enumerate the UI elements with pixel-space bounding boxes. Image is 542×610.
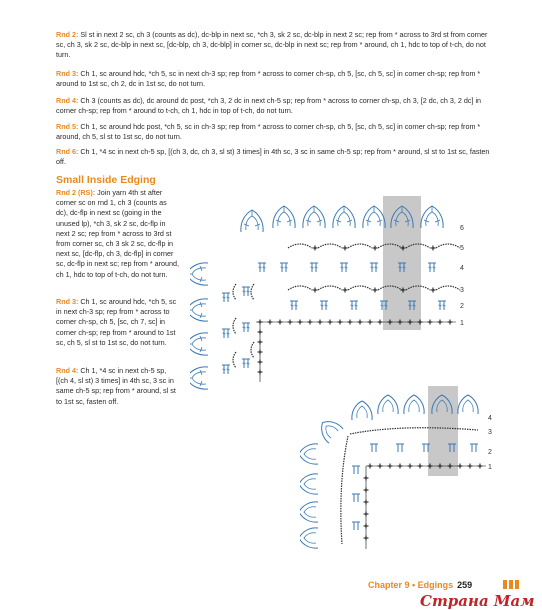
round-text: Sl st in next 2 sc, ch 3 (counts as dc), dc-blp in next sc, *ch 3, sk 2 sc, dc-blp in next 2 sc; rep from * across to 3rd st from corner sc, ch 3, sk 2 sc, dc-blp in next sc, [dc-blp, ch 3, dc-blp] in corner sc, dc-blp in next sc; rep from * around, ch 1, hdc to top of t-ch, do not turn.	[56, 30, 488, 59]
inside-round-2-instruction	[56, 188, 180, 280]
row-number: 5	[460, 245, 464, 252]
round-label: Rnd 3:	[56, 69, 79, 78]
row-number: 1	[460, 320, 464, 327]
row-number: 1	[488, 464, 492, 471]
page-number: 259	[457, 580, 473, 590]
round-text: Ch 1, sc around hdc, *ch 5, sc in next ch-3 sp; rep from * across to corner ch-sp, ch 5, [sc, ch 7, sc] in corner ch-sp; rep from * around to 1st sc, ch 5, sl st to 1st sc, do not turn.	[56, 297, 177, 347]
row-number: 2	[488, 449, 492, 456]
row-number: 3	[488, 429, 492, 436]
row-numbers	[460, 225, 464, 327]
round-label: Rnd 5:	[56, 122, 79, 131]
round-text: Ch 1, *4 sc in next ch-5 sp, [(ch 3, dc, ch 3, sl st) 3 times] in 4th sc, 3 sc in same ch-5 sp; rep from * around, sl st to 1st sc, fasten off.	[56, 147, 490, 166]
row-5-arcs	[288, 244, 460, 251]
row-number: 4	[488, 415, 492, 422]
round-text: Ch 3 (counts as dc), dc around dc post, *ch 3, 2 dc in next ch-5 sp; rep from * across to corner ch-sp, ch 3, [2 dc, ch 3, 2 dc] in corner ch-sp; rep from * around to t-ch, ch 1, hdc in top of t-ch, do not turn.	[56, 96, 482, 115]
row-1-single-crochets	[256, 320, 456, 325]
round-5-instruction	[56, 122, 496, 142]
chapter-title: Chapter 9 • Edgings	[368, 580, 454, 590]
round-6-instruction	[56, 147, 496, 167]
large-edging-stitch-diagram	[190, 192, 490, 397]
inside-round-3-instruction	[56, 297, 180, 348]
round-text: Join yarn 4th st after corner sc on rnd 1, ch 3 (counts as dc), dc-flp in next sc (going in the unused lp), *ch 3, sk 2 sc, dc-flp in next 2 sc; rep from * across to 3rd st from corner sc, ch 3 sk 2 sc, dc-flp in next sc, [dc-flp, ch 3, dc-flp] in corner sc, dc-flp in next sc; rep from * around, ch 1, hdc to top of t-ch, do not turn.	[56, 188, 180, 279]
vertical-side-stitches	[190, 263, 263, 389]
round-label: Rnd 2 (RS):	[56, 188, 96, 197]
round-text: Ch 1, *4 sc in next ch-5 sp, [(ch 4, sl st) 3 times] in 4th sc, 3 sc in same ch-5 sp; rep from * around, sl st to 1st sc, fasten off.	[56, 366, 176, 406]
round-label: Rnd 4:	[56, 96, 79, 105]
round-label: Rnd 4:	[56, 366, 79, 375]
row-number: 6	[460, 225, 464, 232]
row-2-double-crochets	[352, 444, 478, 530]
round-2-instruction	[56, 30, 496, 60]
site-watermark: Страна Мам	[420, 592, 535, 610]
row-number: 4	[460, 265, 464, 272]
chapter-tab-icon	[503, 580, 519, 589]
row-1-single-crochets	[364, 464, 487, 550]
round-label: Rnd 2:	[56, 30, 79, 39]
round-3-instruction	[56, 69, 496, 89]
row-numbers	[488, 415, 492, 471]
row-3-arcs	[288, 286, 460, 293]
repeat-highlight	[428, 386, 458, 476]
row-number: 2	[460, 303, 464, 310]
small-inside-edging-stitch-diagram	[300, 384, 500, 554]
inside-round-4-instruction	[56, 366, 180, 407]
row-number: 3	[460, 287, 464, 294]
round-text: Ch 1, sc around hdc, *ch 5, sc in next ch-3 sp; rep from * across to corner ch-sp, ch 5, [sc, ch 5, sc] in corner ch-sp; rep from * around to 1st sc, ch 2, dc in 1st sc, do not turn.	[56, 69, 481, 88]
round-4-instruction	[56, 96, 496, 116]
row-2-double-crochets	[290, 301, 446, 310]
round-label: Rnd 3:	[56, 297, 79, 306]
section-title: Small Inside Edging	[56, 174, 156, 186]
round-label: Rnd 6:	[56, 147, 79, 156]
round-text: Ch 1, sc around hdc post, *ch 5, sc in ch-3 sp; rep from * across to corner ch-sp, ch 5, [sc, ch 5, sc] in corner ch-sp; rep from * around, ch 5, sl st to 1st sc, do not turn.	[56, 122, 481, 141]
page-footer	[368, 580, 472, 590]
